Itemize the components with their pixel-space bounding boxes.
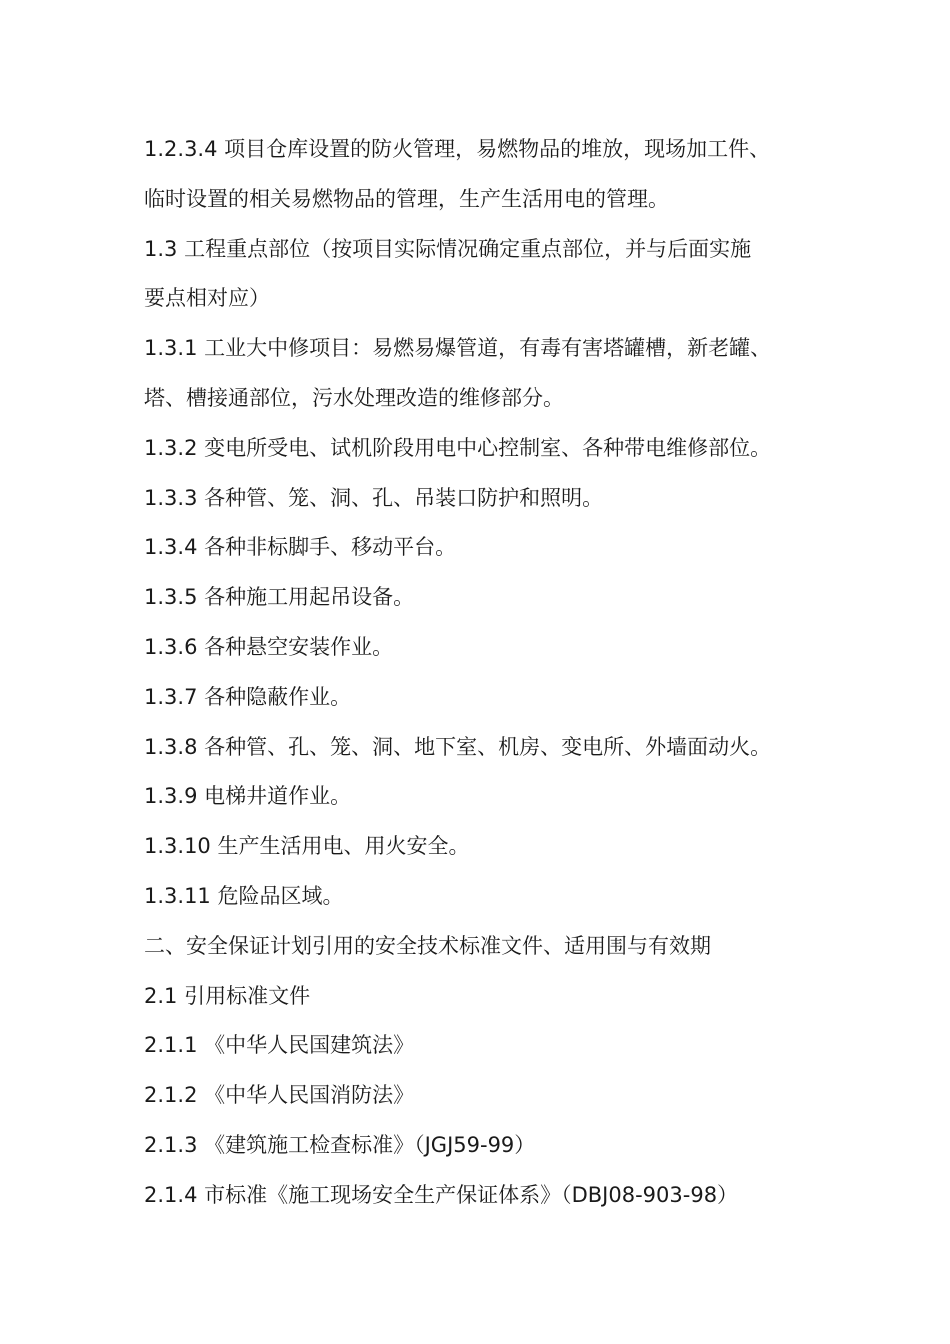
text-line-1-3-9: 1.3.9 电梯井道作业。 [144, 784, 352, 809]
section-heading-2-1: 2.1 引用标准文件 [144, 983, 311, 1008]
text-line-1-3-4: 1.3.4 各种非标脚手、移动平台。 [144, 535, 457, 560]
text-line-1-3-1-a: 1.3.1 工业大中修项目：易燃易爆管道，有毒有害塔罐槽，新老罐、 [144, 336, 772, 361]
text-line-1-3-1-b: 塔、槽接通部位，污水处理改造的维修部分。 [144, 385, 564, 410]
text-line-1-3-10: 1.3.10 生产生活用电、用火安全。 [144, 834, 470, 859]
text-line-1-3-2: 1.3.2 变电所受电、试机阶段用电中心控制室、各种带电维修部位。 [144, 435, 772, 460]
text-line-2-1-1: 2.1.1 《中华人民国建筑法》 [144, 1033, 415, 1058]
text-line-1-3-5: 1.3.5 各种施工用起吊设备。 [144, 585, 415, 610]
text-line-1-3-11: 1.3.11 危险品区域。 [144, 883, 344, 908]
text-line-1-2-3-4-a: 1.2.3.4 项目仓库设置的防火管理，易燃物品的堆放，现场加工件、 [144, 137, 771, 161]
section-heading-1-3-b: 要点相对应） [144, 286, 270, 311]
text-line-2-1-2: 2.1.2 《中华人民国消防法》 [144, 1083, 415, 1108]
text-line-1-3-6: 1.3.6 各种悬空安装作业。 [144, 634, 394, 659]
chapter-heading-2: 二、安全保证计划引用的安全技术标准文件、适用围与有效期 [144, 933, 711, 958]
section-heading-1-3-a: 1.3 工程重点部位（按项目实际情况确定重点部位，并与后面实施 [144, 236, 752, 261]
text-line-1-3-8: 1.3.8 各种管、孔、笼、洞、地下室、机房、变电所、外墙面动火。 [144, 734, 772, 759]
text-line-2-1-3: 2.1.3 《建筑施工检查标准》（JGJ59-99） [144, 1132, 536, 1157]
text-line-1-2-3-4-b: 临时设置的相关易燃物品的管理，生产生活用电的管理。 [144, 186, 669, 211]
text-line-1-3-3: 1.3.3 各种管、笼、洞、孔、吊装口防护和照明。 [144, 485, 604, 510]
document-body [144, 125, 834, 1221]
text-line-1-3-7: 1.3.7 各种隐蔽作业。 [144, 684, 352, 709]
text-line-2-1-4: 2.1.4 市标准《施工现场安全生产保证体系》（DBJ08-903-98） [144, 1182, 739, 1207]
